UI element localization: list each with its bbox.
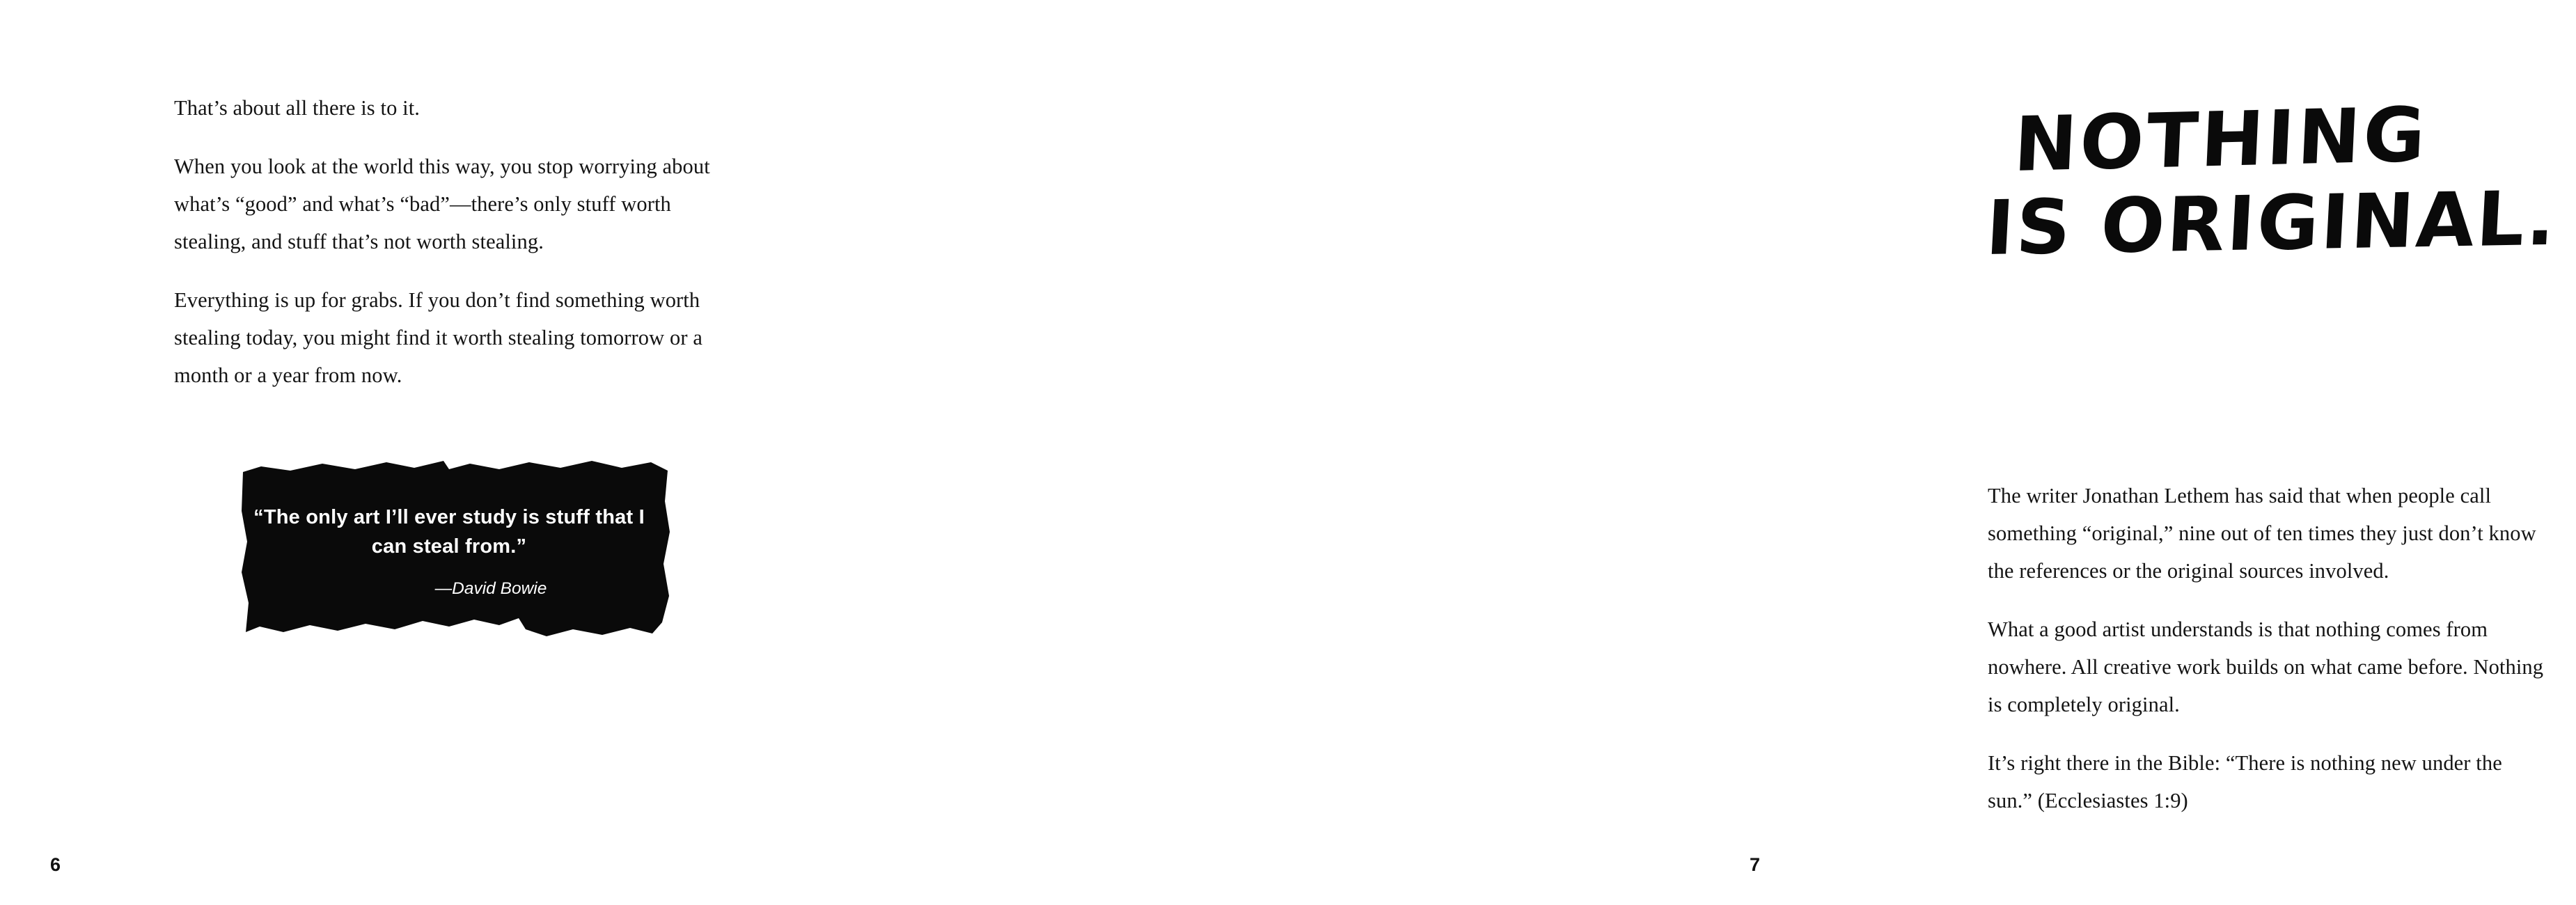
headline-line-2: IS ORIGINAL. [1984, 174, 2560, 272]
paragraph: The writer Jonathan Lethem has said that when people call something “original,” nine out of ten times they just don’t know the references or the original sources involved. [1988, 484, 2536, 583]
paragraph: It’s right there in the Bible: “There is nothing new under the sun.” (Ecclesiastes 1:9) [1988, 751, 2502, 812]
page-number-right: 7 [1749, 854, 1760, 875]
left-page [0, 0, 905, 905]
chapter-headline [1984, 84, 2576, 272]
pull-quote-text-container [240, 503, 658, 599]
spread-gutter [905, 0, 906, 905]
right-page [905, 0, 2560, 905]
pull-quote-attribution: —David Bowie [434, 579, 547, 598]
pull-quote-text: “The only art I’ll ever study is stuff that I can steal from.” [253, 506, 645, 558]
paragraph: What a good artist understands is that nothing comes from nowhere. All creative work builds on what came before. Nothing is completely original. [1988, 617, 2544, 716]
headline-line-1: NOTHING [2012, 90, 2430, 189]
handlettered-headline-icon [1984, 84, 2576, 272]
paragraph: Everything is up for grabs. If you don’t find something worth stealing today, you might find it worth stealing tomorrow or a month or a year from now. [174, 288, 702, 387]
page-number-left: 6 [50, 854, 61, 875]
paragraph: That’s about all there is to it. [174, 96, 421, 120]
right-page-body-text [1988, 477, 2545, 840]
paragraph: When you look at the world this way, you stop worrying about what’s “good” and what’s “bad”—there’s only stuff worth stealing, and stuff that’s not worth stealing. [174, 155, 710, 253]
pull-quote-block [240, 459, 672, 640]
left-page-body-text [174, 89, 710, 415]
